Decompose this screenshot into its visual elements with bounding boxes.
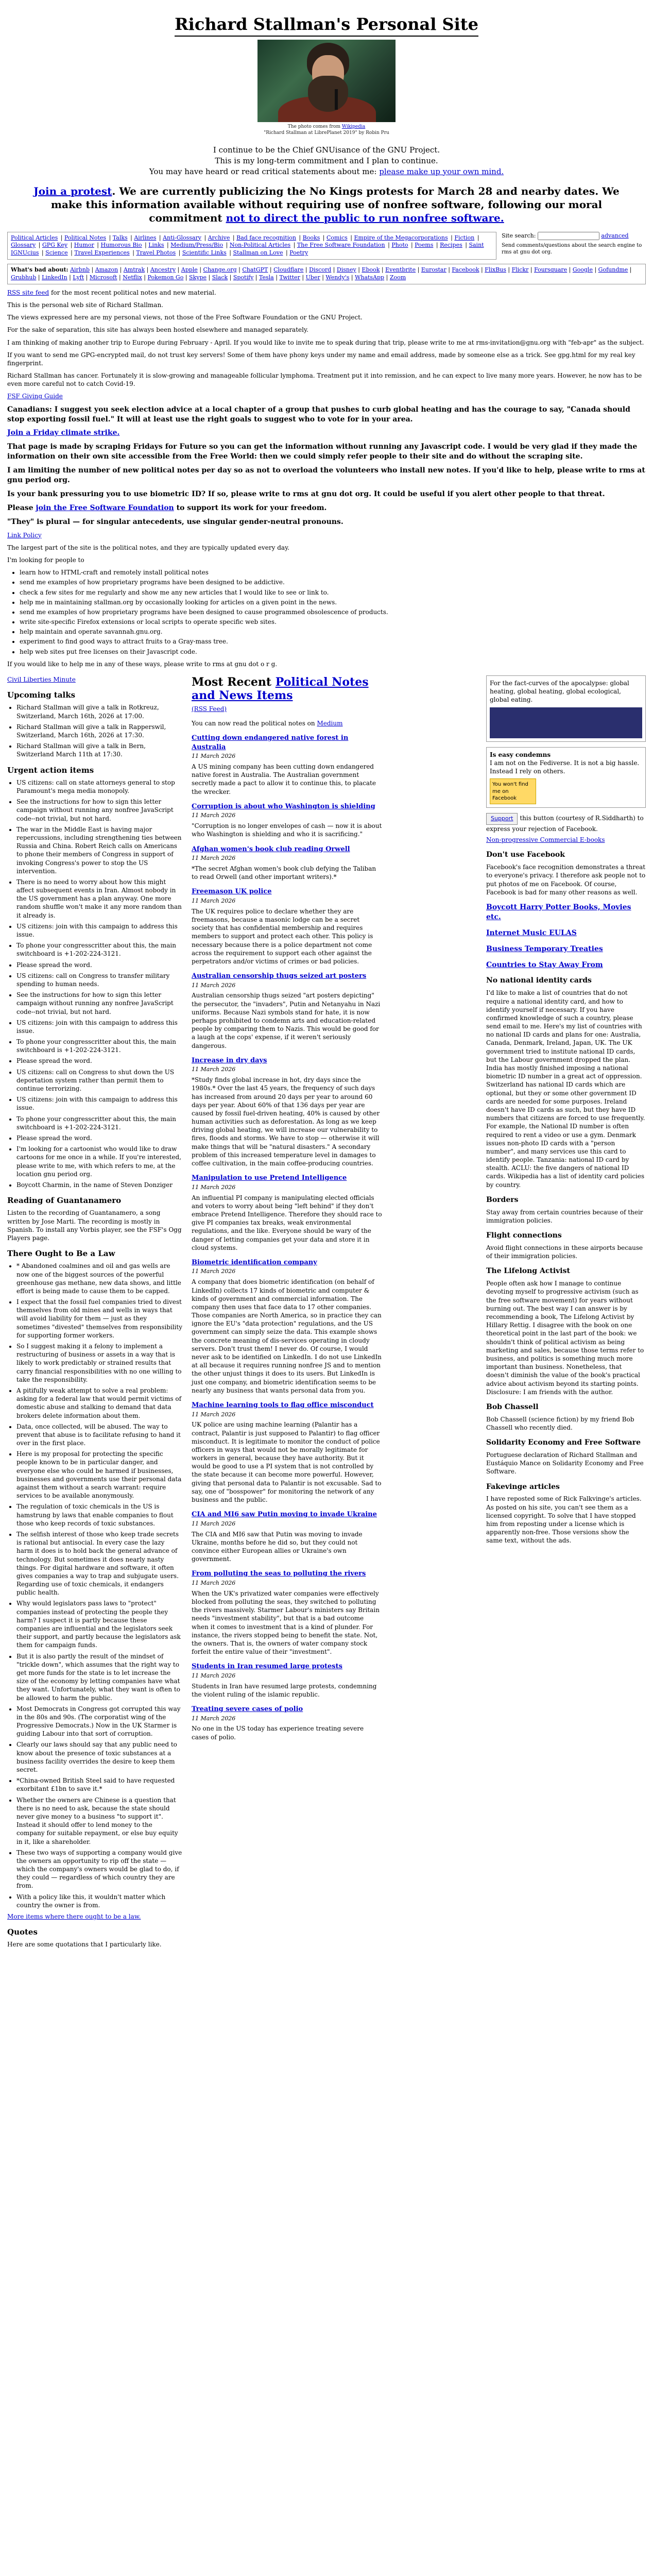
urgent-action-item: • The war in the Middle East is having major repercussions, including strengthening ties between Russia and China. Robert Reich calls on Americans to phone their members of Congress in support of invoking Congress's power to stop the US intervention. (16, 825, 182, 875)
whats-bad-bar: What's bad about: Airbnb | Amazon | Amtrak | Ancestry | Apple | Change.org | ChatGPT | Cloudflare | Discord | Disney | Ebook | Eventbrite | Eurostar | Facebook | FlixBus | Flickr | Foursquare | Google | Gofundme | Grubhub | LinkedIn | Lyft | Microsoft | Netflix | Pokemon Go | Skype | Slack | Spotify | Tesla | Twitter | Uber | Wendy's | WhatsApp | Zoom (7, 264, 646, 284)
nav-link[interactable]: Humorous Bio (100, 242, 142, 249)
borders-body: Stay away from certain countries because of their immigration policies. (486, 1208, 643, 1224)
notes-limit-text: I am limiting the number of new political notes per day so as not to overload the volunteers who install new notes. If you'd like to help, please write to rms at gnu period org. (7, 466, 645, 484)
article (192, 802, 382, 839)
article-date: 11 March 2026 (192, 897, 236, 904)
boycott-link[interactable]: Airbnb (70, 266, 90, 274)
site-search (502, 232, 646, 260)
boycott-link[interactable]: WhatsApp (355, 274, 385, 281)
ought-law-item: • So I suggest making it a felony to implement a restructuring of business or assets in a way that is likely to work predictably or strained results that carry financial responsibilities with no one willing to take the responsibility. (16, 1342, 182, 1384)
article-body: "Corruption is no longer envelopes of cash — now it is about who Washington is shielding and who it is sacrificing." (192, 822, 382, 838)
ought-law-item: • But it is also partly the result of the mindset of "trickle down", which assumes that the right way to get more funds for the state is to let increase the size of the economy by letting companies have what they want. Unfortunately, what they want is often to be allowed to harm the public. (16, 1652, 182, 1702)
article (192, 1401, 382, 1504)
boycott-link[interactable]: Facebook (452, 266, 479, 274)
ought-law-item: • *China-owned British Steel said to have requested exorbitant £1bn to save it.* (16, 1776, 182, 1793)
article (192, 972, 382, 1050)
recent-notes-title (192, 675, 382, 703)
article (192, 1662, 382, 1699)
nav-link[interactable]: Photo (391, 242, 408, 249)
nav-link[interactable]: Anti-Glossary (163, 234, 201, 241)
support-text: this button (courtesy of R.Siddharth) to express your rejection of Facebook. (486, 815, 644, 833)
nav-link[interactable]: Poems (415, 242, 434, 249)
left-column (7, 675, 182, 1952)
nav-link[interactable]: Political Articles (11, 234, 58, 241)
guantanamo-heading: Reading of Guantanamero (7, 1196, 122, 1206)
right-column (486, 675, 646, 1548)
article-title[interactable]: Australian censorship thugs seized art posters (192, 972, 367, 980)
urgent-action-item: • There is no need to worry about how this might affect subsequent events in Iran. Almost nobody in the US government has a plan anyway. One more random shuffle won't make it any more random than it already is. (16, 878, 182, 920)
boycott-link[interactable]: Pokemon Go (147, 274, 184, 281)
quotes-heading: Quotes (7, 1927, 38, 1937)
solidarity-body: Portuguese declaration of Richard Stallman and Eustáquio Mance on Solidarity Economy and Free Software. (486, 1451, 644, 1476)
article-body: Australian censorship thugs seized "art posters depicting" the persecutor, the "invaders", Putin and Netanyahu in Nazi uniforms. Because Nazi symbols stand for hate, it is now perhaps prohibited to condemn arts and education-related people by comparing them to Nazis. This would be good for a laugh at the cops' expense, if it weren't seriously dangerous. (192, 992, 381, 1049)
join-protest-link[interactable]: Join a protest (33, 184, 112, 197)
ought-law-item: • Why would legislators pass laws to "protect" companies instead of protecting the people they harm? I suspect it is partly because these companies are influential and the legislators seek their support, and partly because the legislators ask them for campaign funds. (16, 1599, 182, 1649)
article-body: UK police are using machine learning (Palantir has a contract, Palantir is just supposed to Palantir) to flag officer misconduct. It is legitimate to monitor the conduct of police officers in ways that would not be morally legitimate for workers in general, because they have authority. But it would be good to use a PI system that is not controlled by the state because it can become more powerful. However, giving that personal data to Palantir is not excusable. Sad to say, one of "bosspower" for monitoring the network of any business and the public. (192, 1421, 382, 1504)
photo-mic (335, 89, 338, 110)
ought-law-list (7, 1262, 182, 1909)
article-title[interactable]: CIA and MI6 saw Putin moving to invade Ukraine (192, 1511, 377, 1519)
facebook-badges (490, 778, 642, 804)
boycott-link[interactable]: Discord (309, 266, 332, 274)
nav-link[interactable]: Bad face recognition (236, 234, 296, 241)
nav-link[interactable]: Travel Photos (136, 249, 176, 257)
article-date: 11 March 2026 (192, 1579, 236, 1586)
intro-p3: For the sake of separation, this site has always been hosted elsewhere and managed separately. (7, 326, 308, 334)
climate-strike-text: That page is made by scraping Fridays for Future so you can get the information without running any Javascript code. I would be very glad if they made the information on their own site accessible from the Free World: then we could simply refer people to their site and do without the scraping site. (7, 443, 638, 461)
nav-link[interactable]: Books (302, 234, 320, 241)
article (192, 845, 382, 882)
help-title: I'm looking for people to (7, 556, 84, 564)
article-date: 11 March 2026 (192, 981, 236, 989)
urgent-action-item: • US citizens: join with this campaign to address this issue. (16, 1019, 182, 1035)
boycott-link[interactable]: Gofundme (598, 266, 628, 274)
caption-wikipedia-link[interactable]: Wikipedia (341, 124, 366, 130)
article (192, 1174, 382, 1252)
solidarity-heading: Solidarity Economy and Free Software (486, 1438, 641, 1447)
nav-link[interactable]: Empire of the Megacorporations (354, 234, 448, 241)
flight-body: Avoid flight connections in these airports because of their immigration policies. (486, 1244, 643, 1260)
intro-p5: If you want to send me GPG-encrypted mail, do not trust key servers! Some of them have phony keys under my name and email address, made by someone else as a trick. See gpg.html for my real key fingerprint. (7, 351, 635, 367)
boycott-link[interactable]: Ebook (362, 266, 380, 274)
ought-law-item: • With a policy like this, it wouldn't matter which country the owner is from. (16, 1893, 182, 1909)
join-fsf-link[interactable]: join the Free Software Foundation (36, 503, 174, 512)
protest-banner (18, 184, 635, 225)
fediverse-box (486, 747, 646, 808)
urgent-action-item: • Please spread the word. (16, 1057, 182, 1065)
search-note: Send comments/questions about the search engine to rms at gnu dot org. (502, 242, 642, 256)
boycott-hp-link[interactable]: Boycott Harry Potter Books, Movies etc. (486, 903, 631, 921)
flight-heading: Flight connections (486, 1231, 562, 1240)
article-title[interactable]: Freemason UK police (192, 888, 272, 896)
national-id-heading: No national identity cards (486, 976, 592, 985)
help-item: • check a few sites for me regularly and show me any new articles that I would like to see or link to. (20, 588, 646, 597)
photo-beard (308, 76, 348, 112)
nav-link[interactable]: Science (45, 249, 68, 257)
fediverse-body: I am not on the Fediverse. It is not a big hassle. Instead I rely on others. (490, 759, 640, 775)
upcoming-talk-item: • Richard Stallman will give a talk in Rapperswil, Switzerland, March 16th, 2026 at 17:30. (16, 723, 182, 739)
ought-law-item: • * Abandoned coalmines and oil and gas wells are now one of the biggest sources of the powerful greenhouse gas methane, new data shows, and little effort is being made to cause them to be capped. (16, 1262, 182, 1295)
nav-link[interactable]: Humor (74, 242, 94, 249)
boycott-link[interactable]: Skype (189, 274, 207, 281)
link-policy-link[interactable]: Link Policy (7, 531, 42, 539)
article-body: A US mining company has been cutting down endangered native forest in Australia. The Australian government secretly made a pact to allow it to continue this, to placate the wrecker. (192, 763, 376, 795)
announce-line-1: I continue to be the Chief GNUisance of the GNU Project. (213, 145, 440, 155)
make-up-mind-link[interactable]: please make up your own mind. (379, 166, 504, 176)
article-date: 11 March 2026 (192, 855, 236, 862)
upcoming-talks-list (7, 703, 182, 758)
article-body: Students in Iran have resumed large protests, condemning the violent ruling of the islamic republic. (192, 1682, 377, 1698)
boycott-link[interactable]: Disney (336, 266, 356, 274)
nav-link[interactable]: Poetry (289, 249, 308, 257)
nav-link[interactable]: Medium/Press/Bio (170, 242, 224, 249)
articles-list (192, 734, 382, 1741)
nav-link[interactable]: Stallman on Love (233, 249, 283, 257)
urgent-action-item: • US citizens: call on Congress to transfer military spending to human needs. (16, 972, 182, 988)
climate-strike-link[interactable]: Join a Friday climate strike. (7, 429, 120, 437)
ought-law-item: • The regulation of toxic chemicals in the US is hamstrung by laws that enable companies to flout those who keep records of toxic substances. (16, 1502, 182, 1528)
article-title[interactable]: Biometric identification company (192, 1258, 317, 1266)
article-date: 11 March 2026 (192, 753, 236, 760)
boycott-link[interactable]: ChatGPT (242, 266, 268, 274)
boycott-link[interactable]: Tesla (259, 274, 274, 281)
nav-link[interactable]: Airlines (134, 234, 157, 241)
ought-law-item: • I expect that the fossil fuel companies tried to divest themselves from old mines and wells in ways that will avoid liability for them — just as they sometimes "divested" themselves from responsibility for supporting former workers. (16, 1298, 182, 1340)
article (192, 887, 382, 965)
help-close: If you would like to help me in any of these ways, please write to rms at gnu dot o r g. (7, 660, 278, 668)
ought-law-item: • The selfish interest of those who keep trade secrets is rational but antisocial. In every case the lazy harm it does is to hold back the general advance of technology. But sometimes it does nearly nasty things. For digital hardware and software, it often gives companies a way to trap and subjugate users. Regarding use of toxic chemicals, it endangers public health. (16, 1530, 182, 1597)
article-date: 11 March 2026 (192, 1520, 236, 1527)
apocalypse-text: For the fact-curves of the apocalypse: global heating, global heating, global ecological, global eating. (490, 680, 629, 704)
nav-link[interactable]: Scientific Links (182, 249, 227, 257)
article (192, 1258, 382, 1395)
nav-link[interactable]: Fiction (454, 234, 475, 241)
boycott-link[interactable]: Twitter (279, 274, 300, 281)
article-date: 11 March 2026 (192, 1715, 236, 1722)
article (192, 734, 382, 796)
boycott-link[interactable]: LinkedIn (42, 274, 67, 281)
intro-p1: This is the personal web site of Richard Stallman. (7, 301, 163, 309)
urgent-actions-heading: Urgent action items (7, 765, 94, 775)
boycott-link[interactable]: Foursquare (534, 266, 568, 274)
urgent-action-item: • To phone your congresscritter about this, the main switchboard is +1-202-224-3121. (16, 1038, 182, 1054)
countries-link[interactable]: Countries to Stay Away From (486, 960, 603, 969)
urgent-action-item: • To phone your congresscritter about this, the main switchboard is +1-202-224-3121. (16, 941, 182, 958)
help-item: • send me examples of how proprietary programs have been designed to be addictive. (20, 578, 646, 586)
site-title: Richard Stallman's Personal Site (175, 13, 478, 37)
upcoming-talk-item: • Richard Stallman will give a talk in Rotkreuz, Switzerland, March 16th, 2026 at 17:00. (16, 703, 182, 720)
urgent-action-item: • US citizens: join with this campaign to address this issue. (16, 1095, 182, 1112)
fediverse-title: Is easy condemns (490, 751, 551, 758)
ought-law-heading: There Ought to Be a Law (7, 1249, 115, 1259)
help-item: • learn how to HTML-craft and remotely install political notes (20, 568, 646, 577)
urgent-action-item: • Please spread the word. (16, 961, 182, 969)
help-item: • write site-specific Firefox extensions or local scripts to operate specific web sites. (20, 618, 646, 626)
urgent-action-item: • US citizens: call on Congress to shut down the US deportation system rather than permit them to continue terrorizing. (16, 1068, 182, 1093)
civil-liberties-link[interactable]: Civil Liberties Minute (7, 676, 76, 683)
article-body: When the UK's privatized water companies were effectively blocked from polluting the seas, they switched to polluting the rivers massively. Starmer Labour's ministers say Britain needs "investment stability", but that is a bad outcome when it comes to investment that is a kind of plunder. For instance, the rivers stopped being to benefit the state. Not, the owners. That is, the owners of water company stock forfeit the entire value of their "investment". (192, 1589, 380, 1656)
boycott-link[interactable]: Lyft (73, 274, 84, 281)
nav-link[interactable]: Non-Political Articles (229, 242, 291, 249)
largest-part-text: The largest part of the site is the political notes, and they are typically updated every day. (7, 544, 290, 551)
apocalypse-box (486, 675, 646, 742)
announce-line-3: You may have heard or read critical statements about me: (149, 166, 377, 176)
political-notes-link[interactable]: Political Notes and News Items (192, 675, 369, 703)
advanced-search-link[interactable]: advanced (601, 232, 629, 239)
search-input[interactable] (538, 232, 599, 240)
ought-law-item: • Here is my proposal for protecting the specific people known to be in particular danger, and everyone else who could be harmed if businesses, businesses and governments use their personal data against them without a search warrant: require services to be available anonymously. (16, 1450, 182, 1500)
nav-link[interactable]: Comics (326, 234, 348, 241)
help-list (20, 568, 646, 656)
help-item: • help web sites put free licenses on their Javascript code. (20, 648, 646, 656)
article-title[interactable]: Cutting down endangered native forest in Australia (192, 734, 349, 751)
article-title[interactable]: Students in Iran resumed large protests (192, 1663, 342, 1671)
boycott-link[interactable]: Netflix (123, 274, 142, 281)
upcoming-talks-heading: Upcoming talks (7, 690, 76, 700)
boycott-link[interactable]: Spotify (233, 274, 254, 281)
article-date: 11 March 2026 (192, 1268, 236, 1275)
urgent-action-item: • US citizens: call on state attorneys general to stop Paramount's mega media monopoly. (16, 778, 182, 795)
boycott-link[interactable]: Microsoft (89, 274, 117, 281)
article-title[interactable]: Manipulation to use Pretend Intelligence (192, 1174, 347, 1182)
article-title[interactable]: Corruption is about who Washington is shielding (192, 802, 375, 810)
nav-link[interactable]: Talks (112, 234, 128, 241)
urgent-action-item: • To phone your congresscritter about this, the main switchboard is +1-202-224-3121. (16, 1115, 182, 1131)
boycott-link[interactable]: Change.org (203, 266, 237, 274)
portrait-photo (257, 40, 396, 122)
business-treaties-link[interactable]: Business Temporary Treaties (486, 944, 603, 953)
photo-caption (7, 124, 646, 136)
article-title[interactable]: Afghan women's book club reading Orwell (192, 845, 350, 853)
biometric-bank-text: Is your bank pressuring you to use biometric ID? If so, please write to rms at gnu dot org. It could be useful if you alert other people to that threat. (7, 489, 605, 498)
nav-link[interactable]: The Free Software Foundation (297, 242, 385, 249)
ought-law-item: • Clearly our laws should say that any public need to know about the presence of toxic substances at a business facility overrides the desire to keep them secret. (16, 1740, 182, 1774)
article-title[interactable]: Machine learning tools to flag office misconduct (192, 1401, 374, 1409)
urgent-action-item: • See the instructions for how to sign this letter campaign without running any nonfree JavaScript code--not trivial, but not hard. (16, 991, 182, 1016)
dont-facebook-body: Facebook's face recognition demonstrates a threat to everyone's privacy. I therefore ask people not to put photos of me on Facebook. Of course, Facebook is bad for many other reasons as well. (486, 863, 646, 896)
boycott-link[interactable]: Ancestry (150, 266, 176, 274)
boycott-link[interactable]: Wendy's (325, 274, 350, 281)
boycott-link[interactable]: Zoom (389, 274, 406, 281)
rss-link[interactable]: RSS site feed (7, 289, 49, 296)
nav-links-box: Political Articles | Political Notes | Talks | Airlines | Anti-Glossary | Archive | Bad face recognition | Books | Comics | Empire of the Megacorporations | Fiction | Glossary | GPG Key | Humor | Humorous Bio | Links | Medium/Press/Bio | Non-Political Articles | The Free Software Foundation | Photo | Poems | Recipes | Saint IGNUcius | Science | Travel Experiences | Travel Photos | Scientific Links | Stallman on Love | Poetry (7, 232, 496, 260)
article (192, 1569, 382, 1656)
help-item: • help me in maintaining stallman.org by occasionally looking for articles on a given point in the news. (20, 598, 646, 606)
article-body: *Study finds global increase in hot, dry days since the 1980s.* Over the last 45 years, the frequency of such days has increased from around 20 days per year to around 60 days per year. About 60% of that 136 days per year are caused by fossil fuel-driven heating, 40% is caused by other human activities such as deforestation. As long as we keep driving global heating, we will increase our vulnerability to fires, floods and storms. We have to stop — otherwise it will make things that will be "natural disasters." A secondary problem of this increased temperature level in damages to coffee cultivation, in the main coffee-producing countries. (192, 1076, 380, 1167)
article (192, 1056, 382, 1167)
national-id-body: I'd like to make a list of countries that do not require a national identity card, and how to identify yourself if necessary. If you have confirmed knowledge of such a country, please send email to me. Here's my list of countries with no national ID cards and plans for one: Australia, Canada, Denmark, Ireland, Japan, UK. The UK government tried to institute national ID cards, but the Labour government dropped the plan. India has mostly finished imposing a national biometric ID number in a great act of oppression. Switzerland has national ID cards which are optional, but they or some other government ID cards are needed for some purposes. Ireland doesn't have ID cards as such, but they have ID numbers that citizens are forced to use frequently. For example, the National ID number is often required to rent a video or use a gym. Denmark issues non-photo ID cards with a "person number", and many services use this card to identify people. Tanzania: national ID card by stealth. ACLU: the five dangers of national ID cards. Wikipedia has a list of identity card policies by country. (486, 989, 645, 1189)
nav-link[interactable]: Links (148, 242, 164, 249)
guantanamo-text: Listen to the recording of Guantanamero, a song written by Jose Marti. The recording is mostly in Spanish. To install any Vorbis player, see the FSF's Ogg Players page. (7, 1209, 182, 1242)
article-body: The CIA and MI6 saw that Putin was moving to invade Ukraine, months before he did so, but they could not convince either European allies or Ukraine's own government. (192, 1530, 363, 1563)
intro-p6: Richard Stallman has cancer. Fortunately it is slow-growing and manageable follicular lymphoma. Treatment put it into remission, and he can expect to live many more years. However, he now has to be even more careful not to catch Covid-19. (7, 372, 642, 388)
help-item: • experiment to find good ways to attract fruits to a Gray-mass tree. (20, 637, 646, 646)
article-body: A company that does biometric identification (on behalf of LinkedIn) collects 17 kinds of biometric and computer & kinds of government and commercial information. The company then uses that face data to 17 other companies. Those companies are North America, so in practice they can ignore the EU's "data protection" regulations, and the US government can simply seize the data. This example shows the concrete meaning of dis-services operating in cloudy servers. Don't trust them! I never do. Of course, I would never ask to be identified on LinkedIn. I do not use LinkedIn at all because it requires running nonfree JS and to mention the other unjust things it does to its users. But LinkedIn is just one company, and biometric identification seems to be nearly any business that wants personal data from you. (192, 1278, 382, 1394)
ought-law-item: • Data, once collected, will be abused. The way to prevent that abuse is to facilitate refusing to hand it over in the first place. (16, 1422, 182, 1448)
boycott-link[interactable]: Flickr (511, 266, 529, 274)
caption-text: The photo comes from (287, 124, 340, 130)
gnu-announcement (7, 145, 646, 177)
three-columns (7, 675, 646, 1952)
ought-law-item: • Most Democrats in Congress got corrupted this way in the 80s and 90s. (The corporatist wing of the Progressive Democrats.) Now in the UK Starmer is guiding Labour into that sort of corruption. (16, 1705, 182, 1738)
boycott-link[interactable]: Apple (181, 266, 198, 274)
recent-title-pre: Most Recent (192, 675, 272, 689)
nav-link[interactable]: Recipes (440, 242, 462, 249)
article-body: No one in the US today has experience treating severe cases of polio. (192, 1725, 364, 1741)
more-law-link[interactable]: More items where there ought to be a law. (7, 1913, 141, 1920)
fake-body: I have reposted some of Rick Falkvinge's articles. As posted on his site, you can't see them as a licensed copyright. To solve that I have stopped him from reposting under a license which is apparently non-free. Those versions show the same text, without the ads. (486, 1495, 642, 1545)
dont-facebook-heading: Don't use Facebook (486, 851, 565, 859)
ought-law-item: • These two ways of supporting a company would give the owners an opportunity to rip off the state — which the company's owners would be glad to do, if they could — regardless of which country they are from. (16, 1849, 182, 1890)
boycott-link[interactable]: Amazon (95, 266, 118, 274)
urgent-action-item: • I'm looking for a cartoonist who would like to draw cartoons for me once in a while. If you're interested, please write to me, with which refers to me, at the location gnu period org. (16, 1145, 182, 1178)
protest-text: . We are currently publicizing the No Kings protests for March 28 and nearby dates. We make this information available without requiring use of nonfree software, following our moral commitment (50, 184, 620, 224)
nav-link[interactable]: Political Notes (64, 234, 107, 241)
nav-link[interactable]: Travel Experiences (74, 249, 130, 257)
boycott-link[interactable]: Google (572, 266, 593, 274)
intro-p4: I am thinking of making another trip to Europe during February - April. If you would like to invite me to speak during that trip, please write to me at rms-invitation@gnu.org with "feb-apr" as the subject. (7, 338, 644, 346)
article-title[interactable]: Treating severe cases of polio (192, 1705, 303, 1714)
intro-p2: The views expressed here are my personal views, not those of the Free Software Foundation or the GNU Project. (7, 314, 363, 321)
article-body: *The secret Afghan women's book club defying the Taliban to read Orwell (and other important writers).* (192, 865, 376, 881)
nav-link[interactable]: Glossary (11, 242, 36, 249)
nonfree-commitment-link[interactable]: not to direct the public to run nonfree software. (226, 211, 504, 224)
photo-section (7, 40, 646, 136)
read-on-text: You can now read the political notes on (192, 719, 315, 727)
medium-link[interactable]: Medium (317, 719, 343, 727)
boycott-link[interactable]: Slack (212, 274, 228, 281)
article-date: 11 March 2026 (192, 812, 236, 819)
help-item: • help maintain and operate savannah.gnu.org. (20, 628, 646, 636)
article-date: 11 March 2026 (192, 1066, 236, 1073)
lifelong-body: People often ask how I manage to continue devoting myself to progressive activism (such as the free software movement) for years without burning out. The best way I can answer is by recommending a book, The Lifelong Activist by Hillary Rettig. I disagree with the book on one theoretical point in the last part of the book: we shouldn't think of political activism as being marketing and sales, because those terms refer to business, and politics is something much more important than business. Nonetheless, that doesn't diminish the value of the book's practical advice about activism beyond its starting points. Disclosure: I am friends with the author. (486, 1280, 644, 1396)
bob-heading: Bob Chassell (486, 1402, 539, 1411)
caption-credit: "Richard Stallman at LibrePlanet 2019" by Robin Pru (264, 130, 389, 135)
nav-link[interactable]: Saint IGNUcius (11, 242, 484, 257)
article-title[interactable]: Increase in dry days (192, 1056, 267, 1064)
nav-link[interactable]: Archive (208, 234, 230, 241)
boycott-link[interactable]: Eurostar (421, 266, 446, 274)
fsf-pre: Please (7, 503, 33, 512)
no-facebook-badge: You won't find me on Facebook (490, 778, 536, 804)
fsf-giving-guide-link[interactable]: FSF Giving Guide (7, 393, 63, 400)
fake-heading: Fakevinge articles (486, 1482, 560, 1491)
mid-rss-link[interactable]: (RSS Feed) (192, 705, 227, 713)
they-plural-note: "They" is plural — for singular antecedents, use singular gender-neutral pronouns. (7, 517, 343, 526)
urgent-action-item: • Boycott Charmin, in the name of Steven Donziger (16, 1181, 182, 1189)
middle-column (192, 675, 382, 1743)
eulas-link[interactable]: Internet Music EULAS (486, 928, 577, 937)
ought-law-item: • A pitifully weak attempt to solve a real problem: asking for a federal law that would permit victims of domestic abuse and stalking to demand that data brokers delete information about them. (16, 1386, 182, 1420)
bob-body: Bob Chassell (science fiction) by my friend Bob Chassell who recently died. (486, 1415, 634, 1431)
fsf-post: to support its work for your freedom. (176, 503, 327, 512)
site-header (7, 13, 646, 37)
apocalypse-image (490, 707, 642, 738)
urgent-action-item: • US citizens: join with this campaign to address this issue. (16, 922, 182, 939)
article-date: 11 March 2026 (192, 1411, 236, 1418)
article-date: 11 March 2026 (192, 1183, 236, 1191)
upcoming-talk-item: • Richard Stallman will give a talk in Bern, Switzerland March 11th at 17:30. (16, 742, 182, 758)
help-item: • send me examples of how proprietary programs have been designed to cause programmed obsolescence of products. (20, 608, 646, 616)
boycott-link[interactable]: Eventbrite (385, 266, 416, 274)
article-date: 11 March 2026 (192, 1672, 236, 1679)
article-body: The UK requires police to declare whether they are freemasons, because a masonic lodge can be a secret society that has confidential membership and requires members to support and protect each other. This policy is necessary because there is a police department not come across the requirement to support each other against the perpetrators and/or victims of crimes or bad policies. (192, 907, 373, 965)
search-label: Site search: (502, 232, 536, 239)
nonfree-ebooks-link[interactable]: Non-progressive Commercial E-books (486, 836, 605, 844)
borders-heading: Borders (486, 1195, 519, 1204)
boycott-link[interactable]: Grubhub (11, 274, 37, 281)
ought-law-item: • Whether the owners are Chinese is a question that there is no need to ask, because the state should never give money to a business "to support it". Instead it should offer to lend money to the company for suitable repayment, or else buy equity in it, like a shareholder. (16, 1796, 182, 1846)
rss-text: for the most recent political notes and new material. (50, 289, 216, 296)
urgent-actions-list (7, 778, 182, 1189)
lifelong-heading: The Lifelong Activist (486, 1267, 570, 1276)
support-button[interactable]: Support (486, 813, 518, 825)
article (192, 1510, 382, 1563)
article-body: An influential PI company is manipulating elected officials and voters to worry about being "left behind" if they don't embrace Pretend Intelligence. Therefore they should race to give PI companies tax breaks, weak environmental regulations, and the like. Everyone should be wary of the danger of letting companies get your data and store it in cloud systems. (192, 1194, 382, 1251)
nav-link[interactable]: GPG Key (42, 242, 68, 249)
boycott-link[interactable]: Amtrak (123, 266, 145, 274)
whats-bad-label: What's bad about: (11, 266, 68, 274)
boycott-link[interactable]: Uber (305, 274, 320, 281)
canadians-note: Canadians: I suggest you seek election advice at a local chapter of a group that pushes to curb global heating and has the courage to say, "Canada should stop exporting fossil fuel." It will at least use the right goals to suggest who to vote for in your area. (7, 405, 630, 423)
urgent-action-item: • Please spread the word. (16, 1134, 182, 1142)
boycott-link[interactable]: Cloudflare (273, 266, 304, 274)
boycott-link[interactable]: FlixBus (485, 266, 506, 274)
article (192, 1705, 382, 1741)
announce-line-2: This is my long-term commitment and I plan to continue. (215, 156, 438, 165)
urgent-action-item: • See the instructions for how to sign this letter campaign without running any nonfree JavaScript code--not trivial, but not hard. (16, 798, 182, 823)
intro-section (7, 289, 646, 668)
quotes-text: Here are some quotations that I particularly like. (7, 1941, 162, 1948)
top-navigation (7, 232, 646, 260)
article-title[interactable]: From polluting the seas to polluting the rivers (192, 1570, 366, 1578)
